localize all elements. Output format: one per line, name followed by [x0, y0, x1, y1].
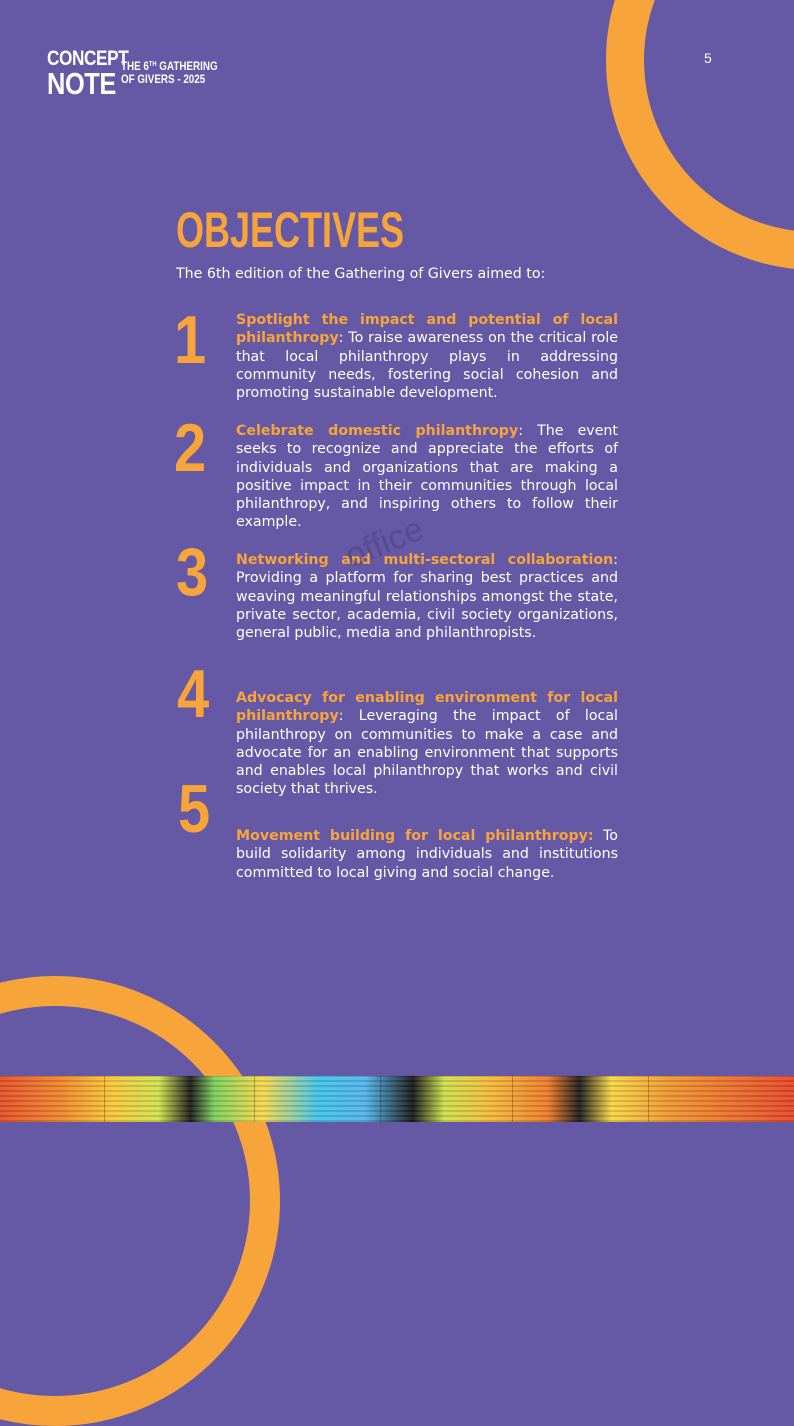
watermark-text: office	[340, 509, 430, 576]
logo-sub-line1: THE 6TH GATHERING	[121, 59, 218, 73]
objective-heading-5: Movement building for local philanthropy:	[236, 828, 594, 844]
section-title: OBJECTIVES	[176, 202, 405, 258]
objective-number-4: 4	[177, 656, 210, 732]
objective-body-4: : Leveraging the impact of local philanthropy on communities to make a case and advocate for an enabling environment that supports and enables local philanthropy that works and civil society that thrives.	[236, 708, 618, 798]
logo-sub-line2: OF GIVERS - 2025	[121, 72, 206, 86]
objective-body-5: To build solidarity among individuals and institutions committed to local giving and social change.	[236, 828, 618, 881]
objective-item-5	[236, 827, 618, 882]
logo-main-text	[47, 47, 129, 101]
logo-line-note: NOTE	[47, 66, 116, 101]
objective-body-3: : Providing a platform for sharing best practices and weaving meaningful relationships amongst the state, private sector, academia, civil society organizations, general public, media and philanthropists.	[236, 552, 618, 642]
decorative-arc-bottom	[0, 976, 280, 1426]
beads-photo-strip	[0, 1076, 794, 1122]
objective-number-2: 2	[174, 410, 207, 486]
objective-item-4	[236, 689, 618, 799]
logo-line-concept: CONCEPT	[47, 47, 129, 70]
section-intro: The 6th edition of the Gathering of Givers aimed to:	[176, 266, 546, 282]
objective-number-5: 5	[178, 771, 211, 847]
objective-body-2: : The event seeks to recognize and appreciate the efforts of individuals and organizations that are making a positive impact in their communities through local philanthropy, and inspiring others to follow their example.	[236, 423, 618, 531]
objective-number-3: 3	[176, 534, 209, 610]
objective-heading-2: Celebrate domestic philanthropy	[236, 423, 519, 439]
objective-heading-4: Advocacy for enabling environment for local philanthropy	[236, 690, 618, 725]
objective-body-1: : To raise awareness on the critical role that local philanthropy plays in addressing community needs, fostering social cohesion and promoting sustainable development.	[236, 330, 618, 402]
decorative-arc-top	[606, 0, 794, 270]
objective-heading-3: Networking and multi-sectoral collaboration	[236, 552, 614, 568]
page-number: 5	[704, 50, 712, 66]
objective-item-1	[236, 311, 618, 402]
objective-item-3	[236, 551, 618, 642]
objective-heading-1: Spotlight the impact and potential of local philanthropy	[236, 312, 618, 347]
objective-number-1: 1	[174, 302, 207, 378]
objective-item-2	[236, 422, 618, 532]
logo-subtitle	[121, 58, 218, 86]
